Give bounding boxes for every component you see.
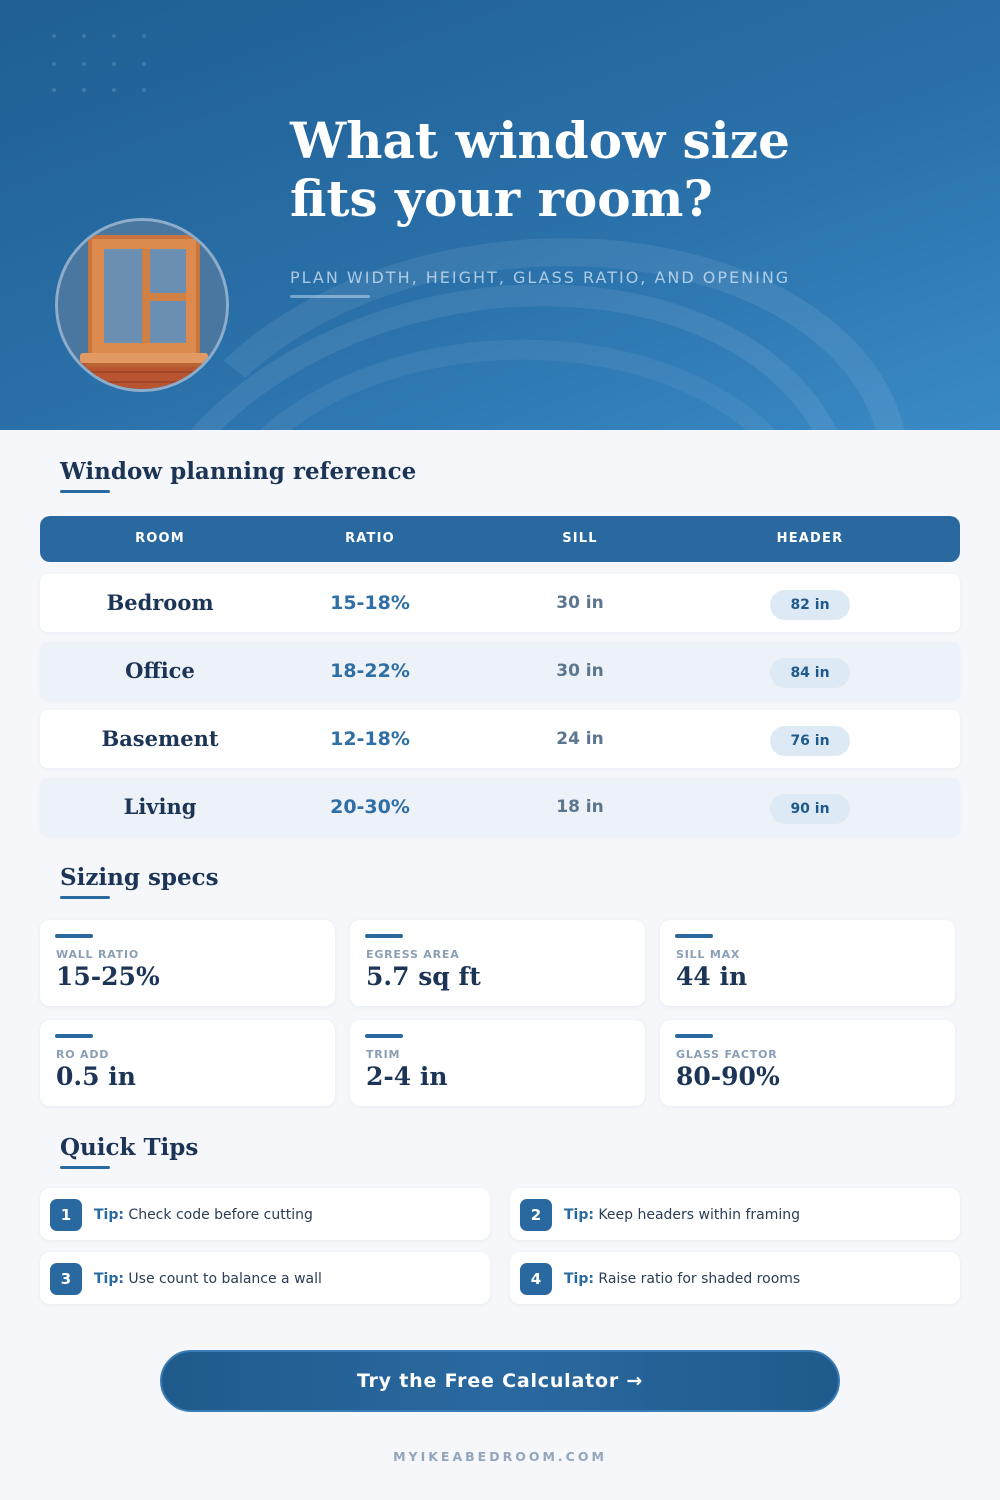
header-cell xyxy=(710,642,910,700)
table-header xyxy=(40,516,960,562)
tip-number-badge: 2 xyxy=(520,1199,552,1231)
title-line-1: What window size xyxy=(290,111,790,170)
section-underline xyxy=(60,490,110,493)
spec-value: 80-90% xyxy=(676,1062,780,1091)
spec-card-ro-add xyxy=(40,1020,335,1106)
room-cell: Office xyxy=(125,658,195,683)
tip-card xyxy=(510,1252,960,1304)
table-row xyxy=(40,574,960,632)
card-accent xyxy=(55,1034,93,1038)
hero-banner xyxy=(0,0,1000,430)
spec-label: TRIM xyxy=(366,1048,401,1061)
column-header-ratio: RATIO xyxy=(345,531,395,546)
sill-cell: 30 in xyxy=(556,593,604,613)
spec-value: 2-4 in xyxy=(366,1062,448,1091)
room-cell: Basement xyxy=(101,726,219,751)
page-title xyxy=(290,112,910,228)
spec-value: 44 in xyxy=(676,962,748,991)
sill-cell: 18 in xyxy=(556,797,604,817)
column-header-room: ROOM xyxy=(135,531,185,546)
table-row xyxy=(40,710,960,768)
card-accent xyxy=(675,1034,713,1038)
tip-prefix: Tip: xyxy=(94,1207,124,1223)
spec-label: EGRESS AREA xyxy=(366,948,460,961)
spec-card-glass-factor xyxy=(660,1020,955,1106)
tip-card xyxy=(40,1188,490,1240)
window-frame-icon xyxy=(55,218,229,392)
header-badge: 76 in xyxy=(770,726,850,756)
column-header-sill: SILL xyxy=(562,531,598,546)
section-underline xyxy=(60,1166,110,1169)
header-badge: 82 in xyxy=(770,590,850,620)
header-badge: 84 in xyxy=(770,658,850,688)
calculator-cta-button[interactable]: Try the Free Calculator → xyxy=(160,1350,840,1412)
ratio-cell: 20-30% xyxy=(330,796,410,818)
tip-body: Use count to balance a wall xyxy=(128,1271,322,1287)
spec-card-trim xyxy=(350,1020,645,1106)
ratio-cell: 18-22% xyxy=(330,660,410,682)
spec-value: 15-25% xyxy=(56,962,160,991)
footer-site-name: MYIKEABEDROOM.COM xyxy=(393,1449,607,1464)
card-accent xyxy=(675,934,713,938)
spec-label: SILL MAX xyxy=(676,948,741,961)
header-cell xyxy=(710,574,910,632)
header-cell xyxy=(710,710,910,768)
tip-body: Raise ratio for shaded rooms xyxy=(598,1271,801,1287)
section-heading-specs: Sizing specs xyxy=(60,864,219,891)
tip-text xyxy=(564,1252,800,1306)
ratio-cell: 12-18% xyxy=(330,728,410,750)
table-row xyxy=(40,778,960,836)
tip-prefix: Tip: xyxy=(564,1207,594,1223)
sill-cell: 30 in xyxy=(556,661,604,681)
table-row xyxy=(40,642,960,700)
spec-label: GLASS FACTOR xyxy=(676,1048,778,1061)
title-line-2: fits your room? xyxy=(290,169,713,228)
tip-number-badge: 3 xyxy=(50,1263,82,1295)
tip-text xyxy=(94,1252,322,1306)
spec-card-egress-area xyxy=(350,920,645,1006)
section-heading-reference: Window planning reference xyxy=(60,458,417,485)
header-cell xyxy=(710,778,910,836)
tip-text xyxy=(564,1188,800,1242)
header-badge: 90 in xyxy=(770,794,850,824)
tip-text xyxy=(94,1188,313,1242)
tip-number-badge: 4 xyxy=(520,1263,552,1295)
tip-prefix: Tip: xyxy=(94,1271,124,1287)
tip-body: Keep headers within framing xyxy=(598,1207,800,1223)
card-accent xyxy=(55,934,93,938)
hero-subtitle: PLAN WIDTH, HEIGHT, GLASS RATIO, AND OPENING xyxy=(290,268,791,287)
spec-card-sill-max xyxy=(660,920,955,1006)
column-header-header: HEADER xyxy=(776,531,844,546)
section-underline xyxy=(60,896,110,899)
tip-card xyxy=(40,1252,490,1304)
tip-card xyxy=(510,1188,960,1240)
card-accent xyxy=(365,934,403,938)
tip-number-badge: 1 xyxy=(50,1199,82,1231)
ratio-cell: 15-18% xyxy=(330,592,410,614)
spec-label: RO ADD xyxy=(56,1048,110,1061)
room-cell: Living xyxy=(123,794,197,819)
spec-value: 0.5 in xyxy=(56,1062,136,1091)
section-heading-tips: Quick Tips xyxy=(60,1134,199,1161)
spec-label: WALL RATIO xyxy=(56,948,140,961)
room-cell: Bedroom xyxy=(106,590,214,615)
spec-value: 5.7 sq ft xyxy=(366,962,481,991)
subtitle-underline xyxy=(290,295,370,298)
tip-prefix: Tip: xyxy=(564,1271,594,1287)
sill-cell: 24 in xyxy=(556,729,604,749)
card-accent xyxy=(365,1034,403,1038)
tip-body: Check code before cutting xyxy=(128,1207,313,1223)
spec-card-wall-ratio xyxy=(40,920,335,1006)
